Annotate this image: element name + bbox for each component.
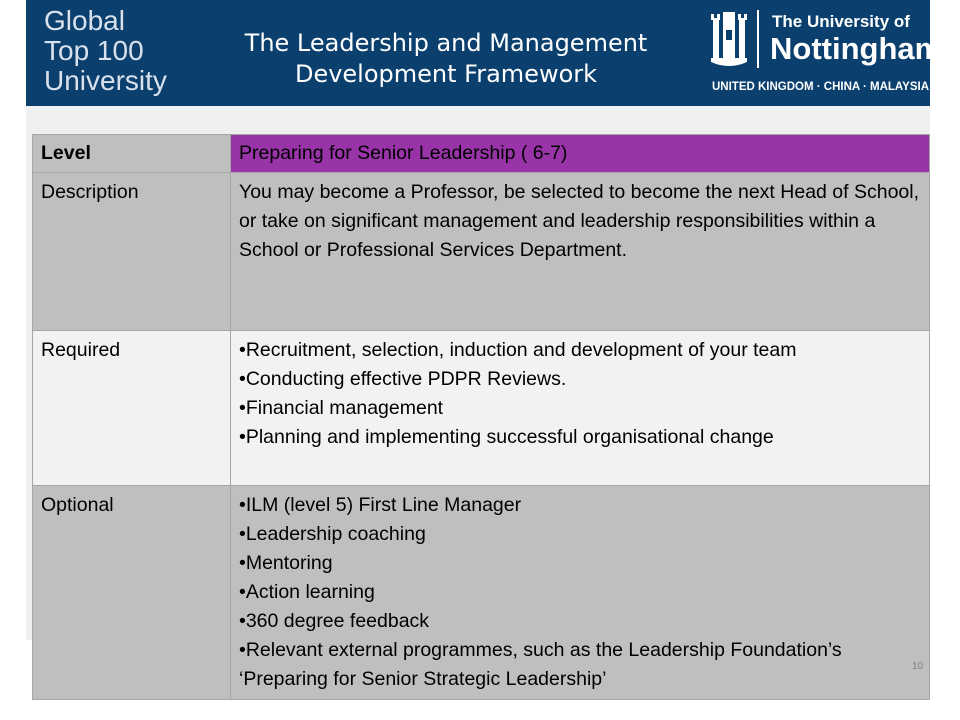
page-title [196, 28, 696, 90]
list-item: •360 degree feedback [239, 610, 430, 632]
level-header-value: Preparing for Senior Leadership ( 6-7) [231, 135, 930, 173]
brand-line-3: University [44, 65, 167, 96]
required-label: Required [33, 331, 231, 486]
brand-line-2: Top 100 [44, 35, 144, 66]
title-line-1: The Leadership and Management [244, 29, 648, 57]
title-line-2: Development Framework [294, 60, 598, 88]
table-header-row [33, 135, 930, 173]
optional-label: Optional [33, 486, 231, 700]
description-label: Description [33, 173, 231, 331]
required-value [231, 331, 930, 486]
level-header-label: Level [33, 135, 231, 173]
list-item: •ILM (level 5) First Line Manager [239, 494, 522, 516]
university-name-large: Nottingham [770, 31, 943, 66]
list-item: •Planning and implementing successful organisational change [239, 426, 774, 448]
table-row [33, 486, 930, 700]
framework-table [32, 134, 930, 700]
list-item: •Leadership coaching [239, 523, 426, 545]
list-item: •Relevant external programmes, such as the Leadership Foundation’s ‘Preparing for Senior Strategic Leadership’ [239, 639, 842, 690]
brand-line-1: Global [44, 5, 125, 36]
university-campuses: UNITED KINGDOM · CHINA · MALAYSIA [712, 81, 930, 93]
table-row [33, 173, 930, 331]
table-row [33, 331, 930, 486]
list-item: •Conducting effective PDPR Reviews. [239, 368, 567, 390]
list-item: •Recruitment, selection, induction and development of your team [239, 339, 797, 361]
description-value [231, 173, 930, 331]
description-text: You may become a Professor, be selected to become the next Head of School, or take on significant management and leadership responsibilities within a School or Professional Services Department. [239, 181, 920, 261]
logo-divider [757, 10, 759, 68]
list-item: •Financial management [239, 397, 444, 419]
list-item: •Mentoring [239, 552, 333, 574]
page-number: 10 [912, 661, 924, 672]
header-banner [26, 0, 943, 106]
list-item: •Action learning [239, 581, 375, 603]
optional-value [231, 486, 930, 700]
castle-crest-icon [709, 10, 749, 70]
global-top-100-badge [44, 6, 194, 96]
university-name-small: The University of [772, 12, 910, 31]
